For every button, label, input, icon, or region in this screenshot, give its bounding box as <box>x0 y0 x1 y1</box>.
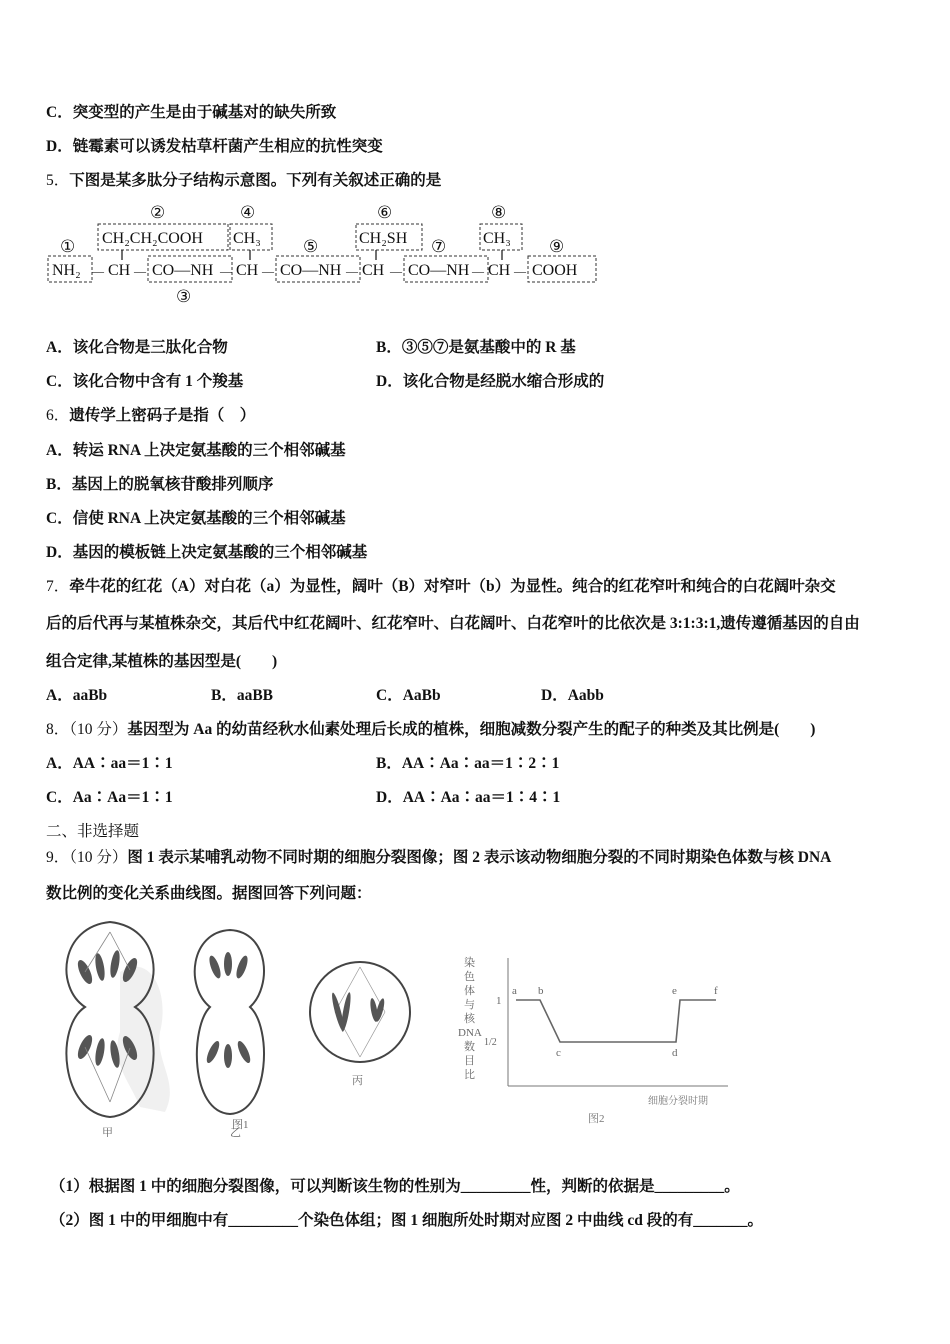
label-circle-8: ⑧ <box>491 203 507 222</box>
label-circle-1: ① <box>60 237 76 256</box>
group-cooh: COOH <box>532 262 578 279</box>
point-label-d: d <box>672 1047 678 1059</box>
y-axis-label-char: 目 <box>464 1055 475 1067</box>
y-axis-label-char: 数 <box>464 1041 475 1053</box>
q9-number: 9．（10 分） <box>46 849 128 866</box>
x-axis-label: 细胞分裂时期 <box>648 1096 708 1107</box>
y-tick-1: 1 <box>496 995 502 1007</box>
y-axis-label-char: 体 <box>464 985 475 997</box>
q9-subquestion-2: （2）图 1 中的甲细胞中有_________个染色体组；图 1 细胞所处时期对应图 2 中曲线 cd 段的有_______。 <box>50 1212 764 1229</box>
bond-dash-1: — <box>92 264 104 278</box>
q6-option-b: B．基因上的脱氧核苷酸排列顺序 <box>46 476 274 493</box>
y-axis-label-char: DNA <box>458 1027 482 1039</box>
y-axis-label-char: 与 <box>464 999 475 1011</box>
point-label-c: c <box>556 1047 561 1059</box>
bond-dash-7: — <box>472 264 484 278</box>
bond-dash-2: — <box>134 264 146 278</box>
point-label-a: a <box>512 985 517 997</box>
bond-dash-8: — <box>514 264 526 278</box>
q9-stem-text-1: 图 1 表示某哺乳动物不同时期的细胞分裂图像；图 2 表示该动物细胞分裂的不同时期染色体数与核 DNA <box>127 849 832 866</box>
group-ch-3: CH <box>362 262 385 279</box>
label-circle-9: ⑨ <box>549 237 565 256</box>
label-circle-4: ④ <box>240 203 256 222</box>
q5-number: 5． <box>46 172 70 189</box>
q6-option-a: A．转运 RNA 上决定氨基酸的三个相邻碱基 <box>46 442 346 459</box>
q7-stem-line-3: 组合定律,某植株的基因型是( ) <box>46 653 278 670</box>
bond-dash-5: — <box>346 264 358 278</box>
label-circle-5: ⑤ <box>303 237 319 256</box>
chromosomes-bing <box>330 992 386 1032</box>
q8-option-d: D．AA∶Aa∶aa＝1∶4∶1 <box>376 789 561 806</box>
q6-option-c: C．信使 RNA 上决定氨基酸的三个相邻碱基 <box>46 510 346 527</box>
bond-dash-3: — <box>220 264 232 278</box>
label-circle-2: ② <box>150 203 166 222</box>
q7-option-d: D．Aabb <box>541 687 604 704</box>
ratio-curve <box>516 1000 716 1042</box>
group-nh2: NH₂ <box>52 262 81 279</box>
polypeptide-structure-diagram <box>40 196 610 308</box>
q8-option-a: A．AA∶aa＝1∶1 <box>46 755 173 772</box>
point-label-f: f <box>714 985 718 997</box>
q6-stem-text: 遗传学上密码子是指（ ） <box>69 407 256 424</box>
figure-1-cell-images <box>50 912 420 1137</box>
q5-stem-text: 下图是某多肽分子结构示意图。下列有关叙述正确的是 <box>69 172 442 189</box>
chromosomes-yi <box>204 952 252 1068</box>
figure-2-ratio-chart <box>448 948 748 1128</box>
label-yi: 乙 <box>230 1127 241 1137</box>
y-axis-label-char: 比 <box>464 1069 475 1081</box>
q5-stem <box>46 171 441 191</box>
q8-option-b: B．AA∶Aa∶aa＝1∶2∶1 <box>376 755 560 772</box>
figure-1-caption: 图1 <box>232 1119 249 1131</box>
q6-stem <box>46 406 255 426</box>
point-label-e: e <box>672 985 677 997</box>
group-conh-3: CO—NH <box>152 262 214 279</box>
y-axis-label-char: 色 <box>464 971 475 983</box>
y-axis-label-char: 染 <box>464 957 475 969</box>
q5-option-d: D．该化合物是经脱水缩合形成的 <box>376 373 605 390</box>
q7-number: 7． <box>46 578 70 595</box>
q7-option-b: B．aaBB <box>211 687 274 704</box>
q7-stem-line-2: 后的后代再与某植株杂交，其后代中红花阔叶、红花窄叶、白花阔叶、白花窄叶的比依次是 3:1:3:1,遗传遵循基因的自由 <box>46 615 860 632</box>
bond-dash-4: — <box>262 264 274 278</box>
q7-stem-text-1: 牵牛花的红花（A）对白花（a）为显性，阔叶（B）对窄叶（b）为显性。纯合的红花窄叶和纯合的白花阔叶杂交 <box>69 578 836 595</box>
q8-number: 8．（10 分） <box>46 721 128 738</box>
y-axis-label <box>458 955 482 1081</box>
y-tick-half: 1/2 <box>484 1037 497 1048</box>
y-axis-label-char: 核 <box>464 1013 475 1025</box>
group-ch-2: CH <box>236 262 259 279</box>
q7-option-c: C．AaBb <box>376 687 441 704</box>
group-ch-4: CH <box>488 262 511 279</box>
q5-option-b: B．③⑤⑦是氨基酸中的 R 基 <box>376 339 576 356</box>
q8-option-c: C．Aa∶Aa＝1∶1 <box>46 789 173 806</box>
bond-dash-6: — <box>390 264 402 278</box>
q6-option-d: D．基因的模板链上决定氨基酸的三个相邻碱基 <box>46 544 368 561</box>
q5-option-a: A．该化合物是三肽化合物 <box>46 339 228 356</box>
q9-stem-line-2: 数比例的变化关系曲线图。据图回答下列问题： <box>46 885 372 902</box>
q4-option-c: C．突变型的产生是由于碱基对的缺失所致 <box>46 104 337 121</box>
q4-option-d: D．链霉素可以诱发枯草杆菌产生相应的抗性突变 <box>46 138 383 155</box>
label-jia: 甲 <box>102 1127 113 1137</box>
q5-option-c: C．该化合物中含有 1 个羧基 <box>46 373 244 390</box>
cell-bing <box>310 962 410 1062</box>
group-r4: CH₃ <box>233 230 261 247</box>
group-conh-5: CO—NH <box>280 262 342 279</box>
group-r8: CH₃ <box>483 230 511 247</box>
label-circle-3: ③ <box>176 287 192 306</box>
label-bing: 丙 <box>352 1075 363 1087</box>
q8-stem <box>46 720 815 740</box>
label-circle-6: ⑥ <box>377 203 393 222</box>
group-ch-1: CH <box>108 262 131 279</box>
section-heading: 二、非选择题 <box>46 823 140 840</box>
figure-2-caption: 图2 <box>588 1113 605 1125</box>
label-circle-7: ⑦ <box>431 237 447 256</box>
q8-stem-text: 基因型为 Aa 的幼苗经秋水仙素处理后长成的植株，细胞减数分裂产生的配子的种类及其比例是( ) <box>127 721 816 738</box>
q9-stem-line-1 <box>46 848 831 868</box>
q7-option-a: A．aaBb <box>46 687 108 704</box>
q6-number: 6． <box>46 407 70 424</box>
point-label-b: b <box>538 985 544 997</box>
group-conh-7: CO—NH <box>408 262 470 279</box>
group-r2: CH₂CH₂COOH <box>102 230 203 247</box>
group-r6: CH₂SH <box>359 230 408 247</box>
q9-subquestion-1: （1）根据图 1 中的细胞分裂图像，可以判断该生物的性别为_________性，判断的依据是_________。 <box>50 1178 740 1195</box>
q7-stem-line-1 <box>46 577 836 597</box>
